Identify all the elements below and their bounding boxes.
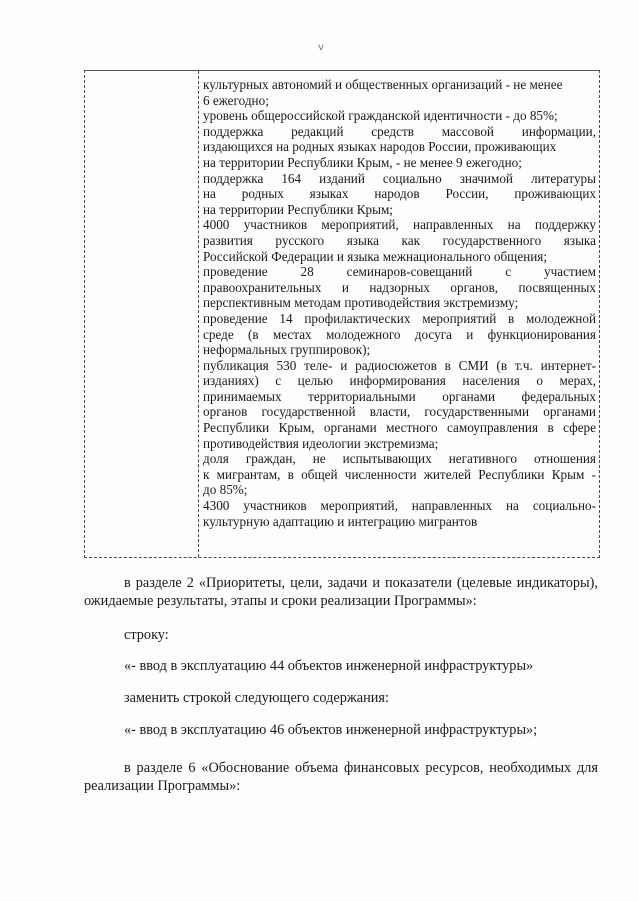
table-line: Республики Крым, органами местного самоуправления в сфере xyxy=(203,420,596,436)
scan-mark: v xyxy=(318,42,324,53)
table-line: культурных автономий и общественных организаций - не менее xyxy=(203,77,563,92)
table-line: перспективным методам противодействия экстремизму; xyxy=(203,295,519,311)
table-line: на территории Республики Крым; xyxy=(203,201,393,217)
table-line: доля граждан, не испытывающих негативного отношения xyxy=(203,451,596,467)
table-line: издающихся на родных языках народов России, проживающих xyxy=(203,139,557,155)
table-line: проведение 28 семинаров-совещаний с участием xyxy=(203,264,596,280)
paragraph-replace-label: заменить строкой следующего содержания: xyxy=(124,690,389,706)
table-right-column xyxy=(203,77,596,529)
table-line: принимаемых территориальными органами федеральных xyxy=(203,388,596,404)
table-line: правоохранительных и надзорных органов, посвященных xyxy=(203,279,596,295)
table-line: изданиях) с целью информирования населения о мерах, xyxy=(203,373,596,389)
table-line: поддержка редакций средств массовой информации, xyxy=(203,123,596,139)
paragraph-line-label: строку: xyxy=(124,627,169,643)
paragraph-old-line: «- ввод в эксплуатацию 44 объектов инженерной инфраструктуры» xyxy=(124,658,534,674)
table-line: проведение 14 профилактических мероприятий в молодежной xyxy=(203,310,596,326)
table-line: публикация 530 теле- и радиосюжетов в СМИ (в т.ч. интернет- xyxy=(203,357,596,373)
table-line: 4000 участников мероприятий, направленных на поддержку xyxy=(203,217,596,233)
table-line: на родных языках народов России, проживающих xyxy=(203,186,596,202)
paragraph-new-line: «- ввод в эксплуатацию 46 объектов инженерной инфраструктуры»; xyxy=(124,722,538,738)
table-left-column xyxy=(85,71,199,557)
paragraph-section-2: в разделе 2 «Приоритеты, цели, задачи и показатели (целевые индикаторы), ожидаемые результаты, этапы и сроки реализации Программы»: xyxy=(84,575,598,609)
paragraph-section-6: в разделе 6 «Обоснование объема финансовых ресурсов, необходимых для реализации Программы»: xyxy=(84,760,598,794)
table-line: к мигрантам, в общей численности жителей Республики Крым - xyxy=(203,466,596,482)
table-line: среде (в местах молодежного досуга и функционирования xyxy=(203,326,596,342)
indicators-table-fragment xyxy=(84,70,600,558)
table-line: органов государственной власти, государственными органами xyxy=(203,404,596,420)
table-line: уровень общероссийской гражданской идентичности - до 85%; xyxy=(203,108,558,124)
table-line: на территории Республики Крым, - не менее 9 ежегодно; xyxy=(203,154,522,170)
table-line: противодействия идеологии экстремизма; xyxy=(203,435,439,451)
table-line: 6 ежегодно; xyxy=(203,92,269,108)
table-line: до 85%; xyxy=(203,482,248,498)
table-line: 4300 участников мероприятий, направленных на социально- xyxy=(203,498,596,514)
table-line: культурную адаптацию и интеграцию мигрантов xyxy=(203,513,478,529)
table-line: развития русского языка как государственного языка xyxy=(203,232,596,248)
table-line: поддержка 164 изданий социально значимой литературы xyxy=(203,170,596,186)
table-line: Российской Федерации и языка межнационального общения; xyxy=(203,248,548,264)
table-line: неформальных группировок); xyxy=(203,342,371,358)
